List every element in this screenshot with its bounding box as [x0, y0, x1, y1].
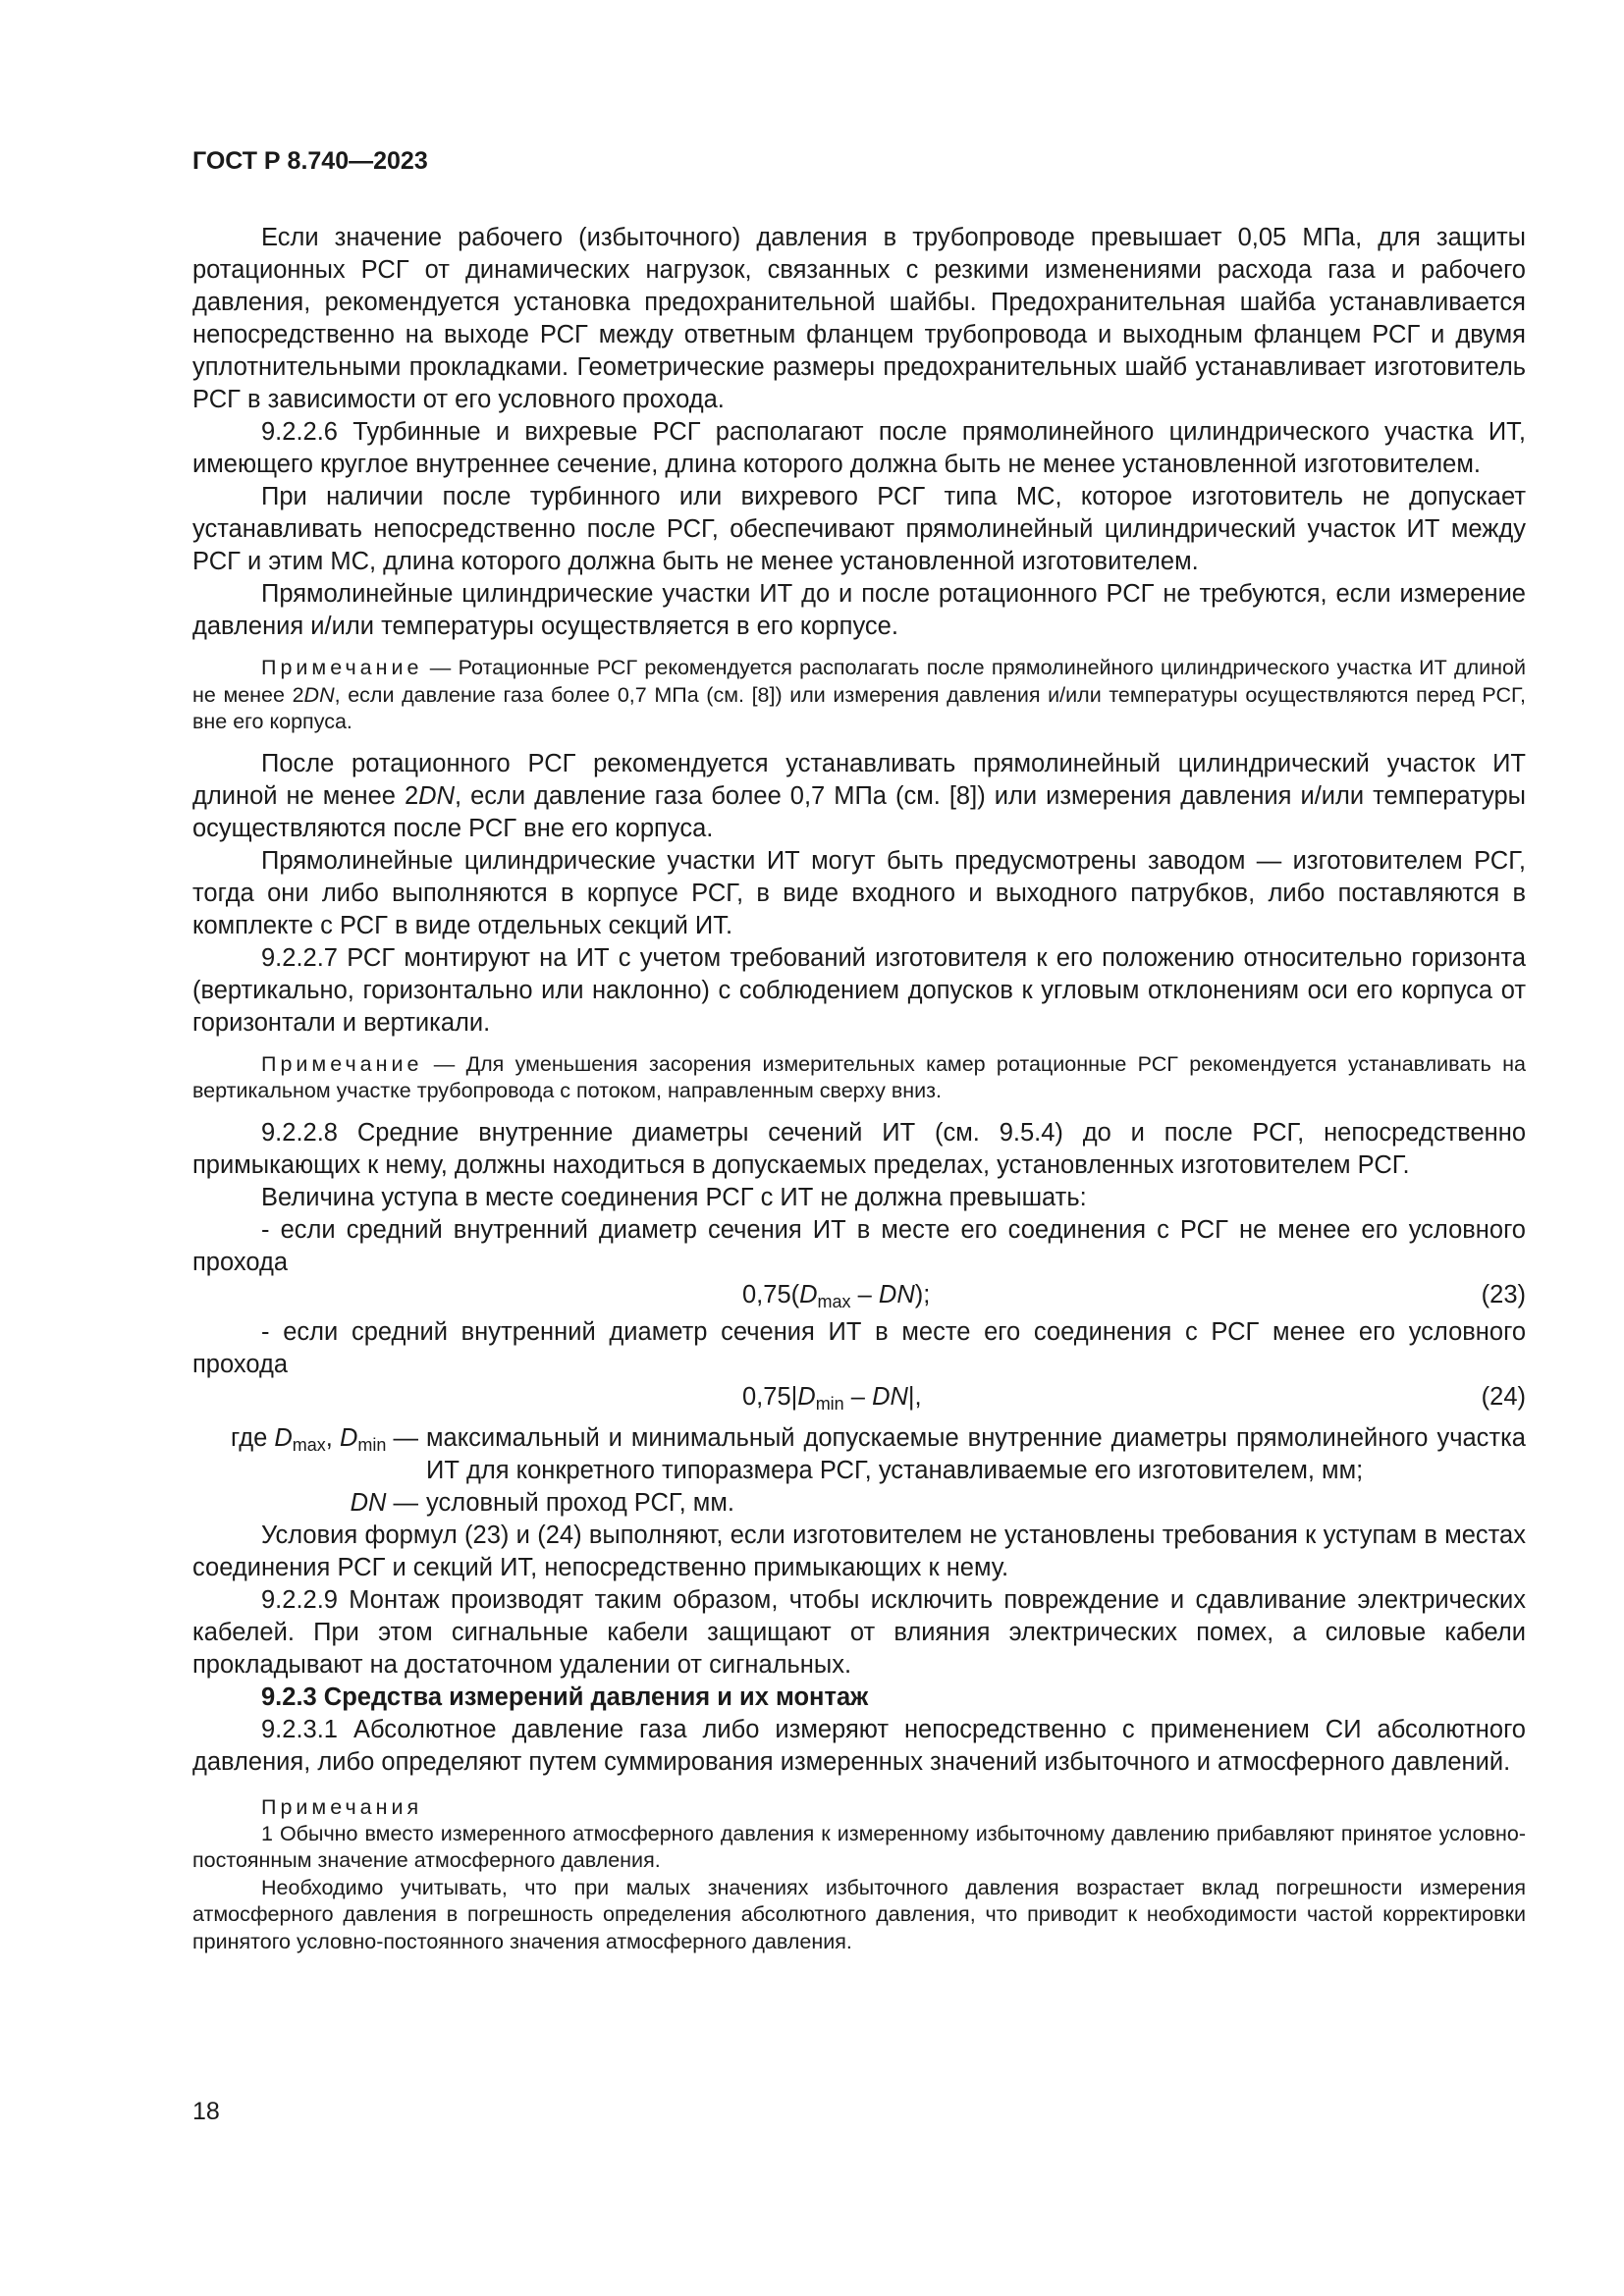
- document-code: ГОСТ Р 8.740—2023: [192, 147, 428, 175]
- note-label: Примечание: [261, 656, 423, 679]
- paragraph: - если средний внутренний диаметр сечения ИТ в месте его соединения с РСГ не менее его условного прохода: [192, 1215, 1526, 1276]
- paragraph: Прямолинейные цилиндрические участки ИТ до и после ротационного РСГ не требуются, если измерение давления и/или температуры осуществляется в его корпусе.: [192, 580, 1526, 640]
- paragraph: 9.2.2.8 Средние внутренние диаметры сечений ИТ (см. 9.5.4) до и после РСГ, непосредственно примыкающих к нему, должны находиться в допускаемых пределах, установленных изготовителем РСГ.: [192, 1118, 1526, 1179]
- section-heading: 9.2.3 Средства измерений давления и их монтаж: [261, 1682, 869, 1711]
- definition-term: DN —: [350, 1488, 418, 1517]
- paragraph: Величина уступа в месте соединения РСГ с ИТ не должна превышать:: [261, 1183, 1087, 1211]
- paragraph: 9.2.2.7 РСГ монтируют на ИТ с учетом требований изготовителя к его положению относительно горизонта (вертикально, горизонтально или наклонно) с соблюдением допусков к угловым отклонениям оси его корпуса от горизонтали и вертикали.: [192, 943, 1526, 1037]
- paragraph: Условия формул (23) и (24) выполняют, если изготовителем не установлены требования к уступам в местах соединения РСГ и секций ИТ, непосредственно примыкающих к нему.: [192, 1521, 1526, 1581]
- paragraph: При наличии после турбинного или вихревого РСГ типа МС, которое изготовитель не допускает устанавливать непосредственно после РСГ, обеспечивают прямолинейный цилиндрический участок ИТ между РСГ и этим МС, длина которого должна быть не менее установленной изготовителем.: [192, 483, 1526, 575]
- note: Примечание — Ротационные РСГ рекомендуется располагать после прямолинейного цилиндрического участка ИТ длиной не менее 2DN, если давление газа более 0,7 МПа (см. [8]) или измерения давления и/или температуры осуществляются перед РСГ, вне его корпуса.: [192, 656, 1526, 733]
- definition-text: условный проход РСГ, мм.: [426, 1488, 734, 1517]
- formula-number: (24): [1481, 1382, 1526, 1411]
- note-item: Необходимо учитывать, что при малых значениях избыточного давления возрастает вклад погрешности измерения атмосферного давления в погрешность определения абсолютного давления, что приводит к необходимости частой корректировки принятого условно-постоянного значения атмосферного давления.: [192, 1875, 1526, 1953]
- note-label: Примечание: [261, 1051, 423, 1076]
- formula-number: (23): [1481, 1280, 1526, 1308]
- paragraph: 9.2.2.9 Монтаж производят таким образом, чтобы исключить повреждение и сдавливание электрических кабелей. При этом сигнальные кабели защищают от влияния электрических помех, а силовые кабели прокладывают на достаточном удалении от сигнальных.: [192, 1585, 1526, 1679]
- formula-23: [192, 1279, 1526, 1316]
- page-content: [192, 222, 1526, 1955]
- note: Примечание — Для уменьшения засорения измерительных камер ротационные РСГ рекомендуется устанавливать на вертикальном участке трубопровода с потоком, направленным сверху вниз.: [192, 1051, 1526, 1102]
- paragraph: 9.2.2.6 Турбинные и вихревые РСГ располагают после прямолинейного цилиндрического участка ИТ, имеющего круглое внутреннее сечение, длина которого должна быть не менее установленной изготовителем.: [192, 418, 1526, 478]
- definition-term: где $D_{max}$, $D_{min}$ —: [231, 1423, 418, 1455]
- formula-expression: $0,75(D_{max} - DN)$;: [742, 1280, 931, 1311]
- note-item: 1 Обычно вместо измеренного атмосферного давления к измеренному избыточному давлению прибавляют принятое условно-постоянным значение атмосферного давления.: [192, 1821, 1526, 1872]
- definitions: [192, 1422, 1526, 1520]
- paragraph: - если средний внутренний диаметр сечения ИТ в месте его соединения с РСГ менее его условного прохода: [192, 1317, 1526, 1378]
- paragraph: После ротационного РСГ рекомендуется устанавливать прямолинейный цилиндрический участок ИТ длиной не менее 2DN, если давление газа более 0,7 МПа (см. [8]) или измерения давления и/или температуры осуществляются после РСГ вне его корпуса.: [192, 749, 1527, 842]
- page-number: 18: [192, 2098, 220, 2125]
- definition-item: [192, 1422, 1526, 1487]
- formula-24: [192, 1381, 1526, 1418]
- definition-text: максимальный и минимальный допускаемые внутренние диаметры прямолинейного участка ИТ для конкретного типоразмера РСГ, устанавливаемые его изготовителем, мм;: [426, 1423, 1526, 1484]
- definition-item: [192, 1487, 1526, 1520]
- notes-title: Примечания: [261, 1794, 423, 1819]
- paragraph: 9.2.3.1 Абсолютное давление газа либо измеряют непосредственно с применением СИ абсолютного давления, либо определяют путем суммирования измеренных значений избыточного и атмосферного давлений.: [192, 1715, 1526, 1776]
- formula-expression: $0,75|D_{min} - DN|$,: [742, 1382, 922, 1414]
- paragraph: Прямолинейные цилиндрические участки ИТ могут быть предусмотрены заводом — изготовителем РСГ, тогда они либо выполняются в корпусе РСГ, в виде входного и выходного патрубков, либо поставляются в комплекте с РСГ в виде отдельных секций ИТ.: [192, 846, 1526, 939]
- paragraph: Если значение рабочего (избыточного) давления в трубопроводе превышает 0,05 МПа, для защиты ротационных РСГ от динамических нагрузок, связанных с резкими изменениями расхода газа и рабочего давления, рекомендуется установка предохранительной шайбы. Предохранительная шайба устанавливается непосредственно на выходе РСГ между ответным фланцем трубопровода и выходным фланцем РСГ и двумя уплотнительными прокладками. Геометрические размеры предохранительных шайб устанавливает изготовитель РСГ в зависимости от его условного прохода.: [192, 224, 1526, 413]
